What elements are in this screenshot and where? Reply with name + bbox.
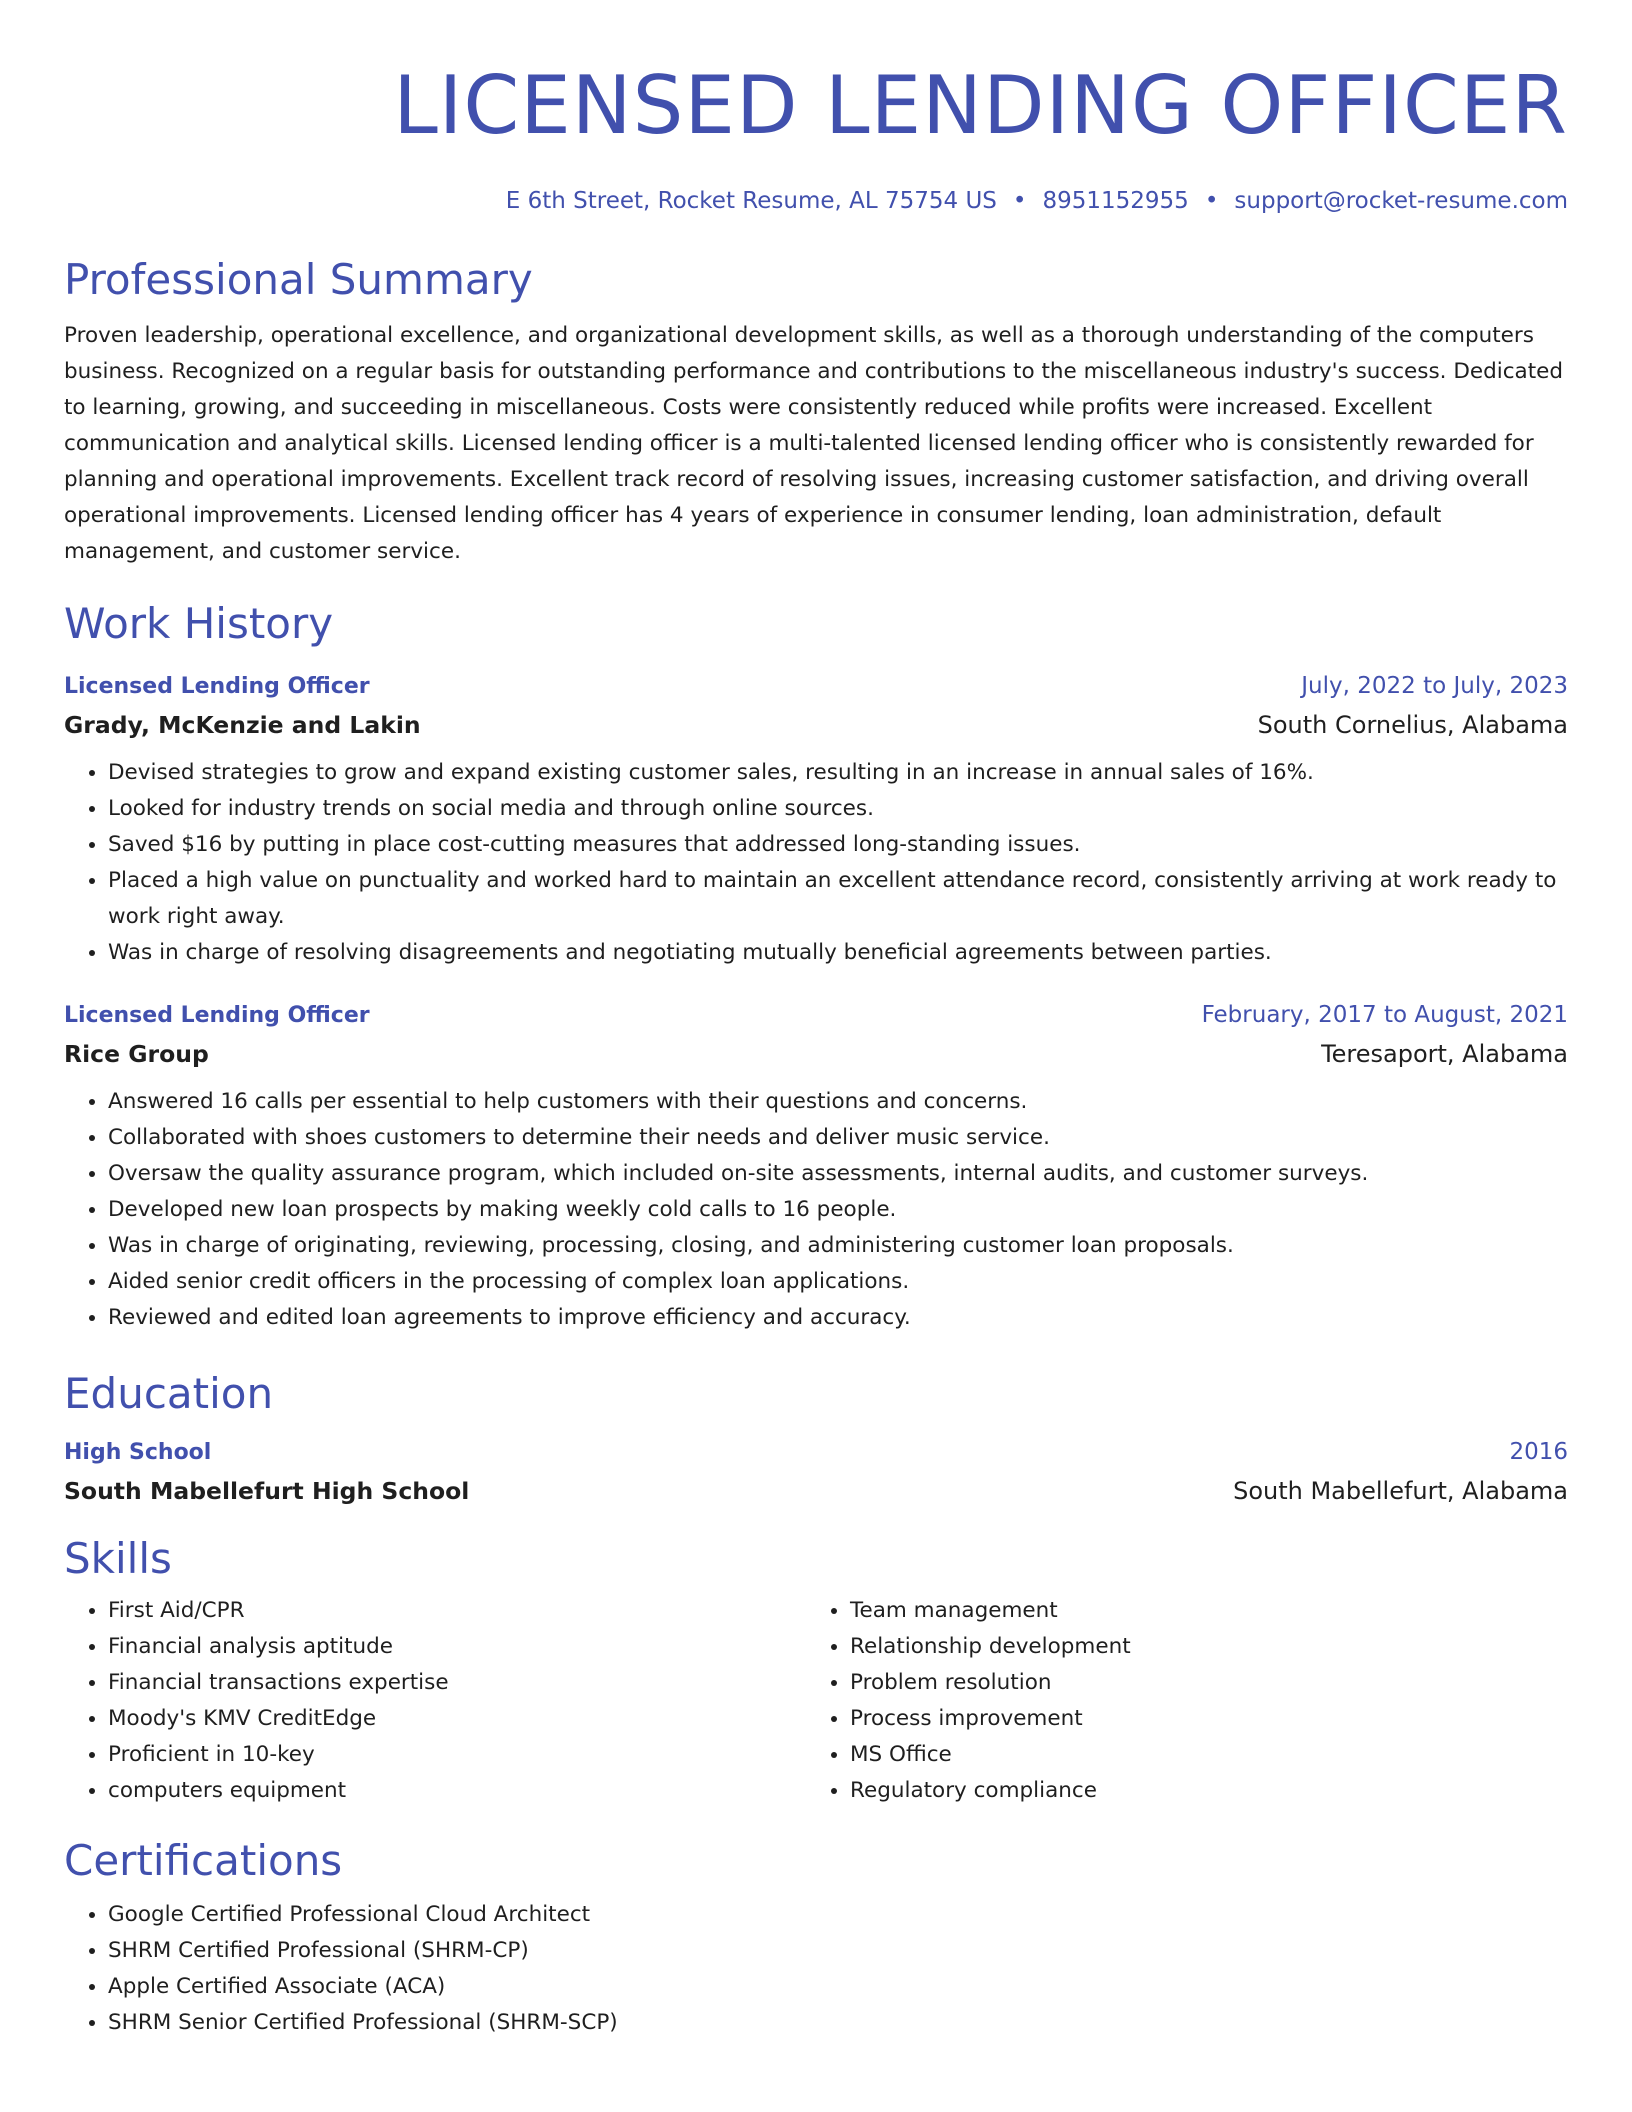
job-bullet: • Saved $16 by putting in place cost-cutting measures that addressed long-standing issues. bbox=[108, 827, 1568, 863]
skill-item: • Financial transactions expertise bbox=[108, 1665, 806, 1701]
certification-item: • SHRM Senior Certified Professional (SHRM-SCP) bbox=[108, 2005, 1568, 2041]
skill-item: • First Aid/CPR bbox=[108, 1593, 806, 1629]
skill-item: • Financial analysis aptitude bbox=[108, 1629, 806, 1665]
contact-separator: • bbox=[1012, 188, 1027, 214]
contact-email[interactable]: support@rocket-resume.com bbox=[1234, 188, 1568, 214]
education-entry bbox=[64, 1434, 1568, 1511]
skill-item: • MS Office bbox=[850, 1737, 1548, 1773]
skills-list-right bbox=[806, 1593, 1548, 1809]
certifications-heading: Certifications bbox=[64, 1836, 343, 1885]
skills-list-left bbox=[64, 1593, 806, 1809]
skill-item: • computers equipment bbox=[108, 1773, 806, 1809]
skill-item: • Process improvement bbox=[850, 1701, 1548, 1737]
job-role: Licensed Lending Officer bbox=[64, 1003, 370, 1028]
skill-item: • Problem resolution bbox=[850, 1665, 1548, 1701]
certification-item: • Apple Certified Associate (ACA) bbox=[108, 1969, 1568, 2005]
job-bullet: • Developed new loan prospects by making weekly cold calls to 16 people. bbox=[108, 1192, 1568, 1228]
job-bullet: • Placed a high value on punctuality and worked hard to maintain an excellent attendance record, consistently arriving at work ready to work right away. bbox=[108, 863, 1568, 935]
job-dates: July, 2022 to July, 2023 bbox=[1301, 673, 1568, 699]
job-employer-row bbox=[64, 1034, 1568, 1074]
education-year: 2016 bbox=[1509, 1439, 1568, 1465]
skills-columns bbox=[64, 1593, 1568, 1809]
job-header-row bbox=[64, 997, 1568, 1034]
job-bullets bbox=[64, 755, 1568, 971]
job-location: South Cornelius, Alabama bbox=[1257, 711, 1568, 739]
summary-text: Proven leadership, operational excellence, and organizational development skills, as well as a thorough understanding of the computers business. Recognized on a regular basis for outstanding performance and contributions to the miscellaneous industry's success. Dedicated to learning, growing, and succeeding in miscellaneous. Costs were consistently reduced while profits were increased. Excellent communication and analytical skills. Licensed lending officer is a multi-talented licensed lending officer who is consistently rewarded for planning and operational improvements. Excellent track record of resolving issues, increasing customer satisfaction, and driving overall operational improvements. Licensed lending officer has 4 years of experience in consumer lending, loan administration, default management, and customer service. bbox=[64, 323, 1564, 564]
certification-item: • Google Certified Professional Cloud Architect bbox=[108, 1897, 1568, 1933]
job-bullet: • Reviewed and edited loan agreements to improve efficiency and accuracy. bbox=[108, 1300, 1568, 1336]
job-bullets bbox=[64, 1084, 1568, 1336]
resume-page bbox=[64, 0, 1568, 2041]
skill-item: • Relationship development bbox=[850, 1629, 1548, 1665]
certification-item: • SHRM Certified Professional (SHRM-CP) bbox=[108, 1933, 1568, 1969]
job-employer: Rice Group bbox=[64, 1040, 209, 1068]
resume-name-heading: LICENSED LENDING OFFICER bbox=[393, 59, 1568, 152]
job-bullet: • Devised strategies to grow and expand existing customer sales, resulting in an increase in annual sales of 16%. bbox=[108, 755, 1568, 791]
job-header-row bbox=[64, 668, 1568, 705]
education-degree: High School bbox=[64, 1440, 212, 1465]
job-role: Licensed Lending Officer bbox=[64, 674, 370, 699]
skill-item: • Proficient in 10-key bbox=[108, 1737, 806, 1773]
job-entry bbox=[64, 668, 1568, 971]
job-employer-row bbox=[64, 705, 1568, 745]
job-bullet: • Was in charge of resolving disagreements and negotiating mutually beneficial agreements between parties. bbox=[108, 935, 1568, 971]
job-employer: Grady, McKenzie and Lakin bbox=[64, 711, 421, 739]
education-location: South Mabellefurt, Alabama bbox=[1233, 1477, 1568, 1505]
education-heading: Education bbox=[64, 1369, 274, 1418]
contact-line bbox=[64, 186, 1568, 216]
skill-item: • Team management bbox=[850, 1593, 1548, 1629]
job-bullet: • Oversaw the quality assurance program, which included on-site assessments, internal audits, and customer surveys. bbox=[108, 1156, 1568, 1192]
education-school: South Mabellefurt High School bbox=[64, 1477, 470, 1505]
contact-separator: • bbox=[1204, 188, 1219, 214]
job-bullet: • Was in charge of originating, reviewing, processing, closing, and administering customer loan proposals. bbox=[108, 1228, 1568, 1264]
job-bullet: • Collaborated with shoes customers to determine their needs and deliver music service. bbox=[108, 1120, 1568, 1156]
job-bullet: • Answered 16 calls per essential to help customers with their questions and concerns. bbox=[108, 1084, 1568, 1120]
job-bullet: • Aided senior credit officers in the processing of complex loan applications. bbox=[108, 1264, 1568, 1300]
job-entry bbox=[64, 997, 1568, 1336]
job-bullet: • Looked for industry trends on social media and through online sources. bbox=[108, 791, 1568, 827]
certifications-list bbox=[64, 1897, 1568, 2041]
skill-item: • Regulatory compliance bbox=[850, 1773, 1548, 1809]
education-header-row bbox=[64, 1434, 1568, 1471]
job-location: Teresaport, Alabama bbox=[1321, 1040, 1568, 1068]
summary-heading: Professional Summary bbox=[64, 255, 533, 304]
education-school-row bbox=[64, 1471, 1568, 1511]
work-history-heading: Work History bbox=[64, 599, 334, 648]
contact-phone: 8951152955 bbox=[1042, 188, 1189, 214]
job-dates: February, 2017 to August, 2021 bbox=[1201, 1002, 1568, 1028]
skills-heading: Skills bbox=[64, 1534, 172, 1583]
skill-item: • Moody's KMV CreditEdge bbox=[108, 1701, 806, 1737]
contact-address: E 6th Street, Rocket Resume, AL 75754 US bbox=[505, 188, 997, 214]
